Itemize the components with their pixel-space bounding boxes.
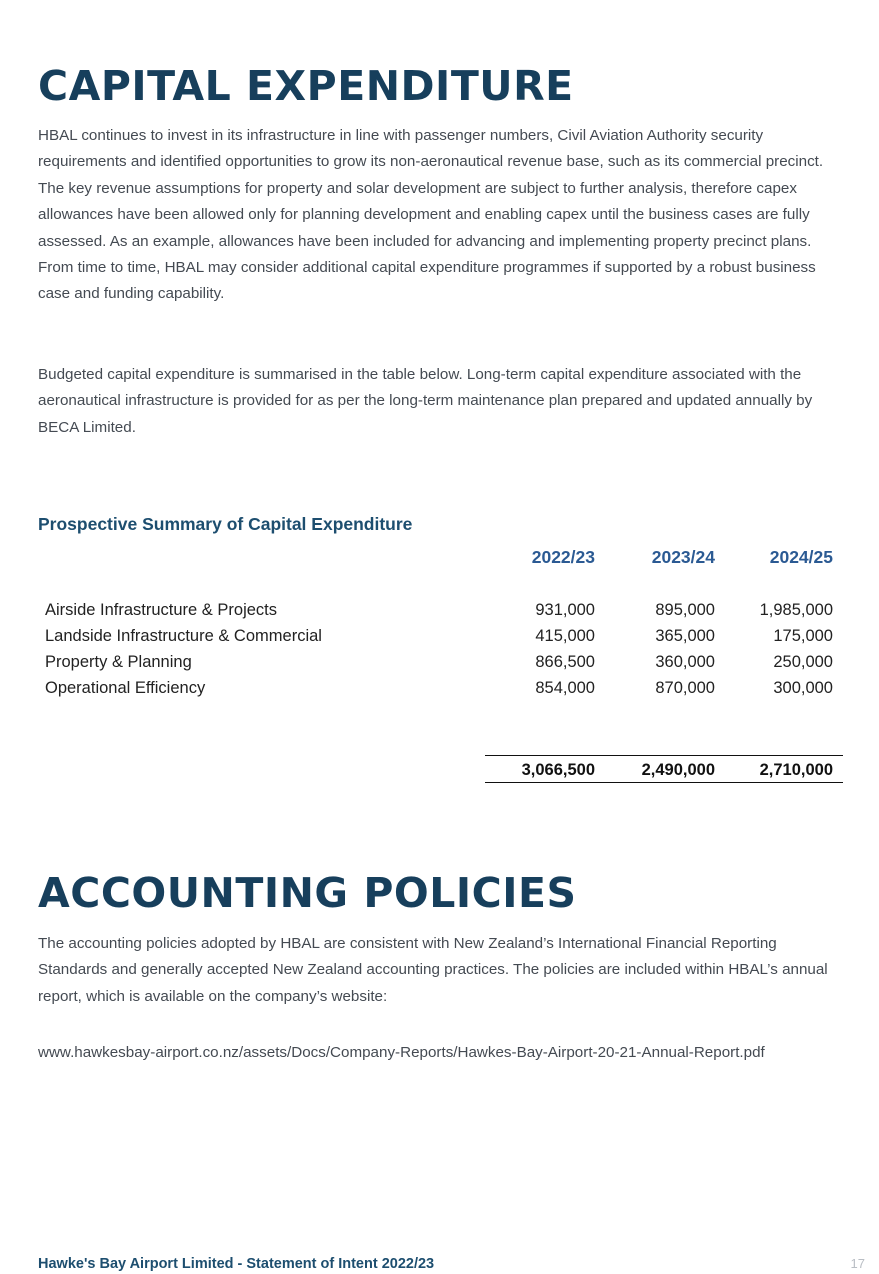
row-value: 300,000 (773, 679, 833, 697)
totals-bottom-rule (485, 782, 843, 783)
row-value: 365,000 (655, 627, 715, 645)
table-row (0, 601, 879, 627)
row-value: 866,500 (535, 653, 595, 671)
row-value: 175,000 (773, 627, 833, 645)
capex-paragraph-1: HBAL continues to invest in its infrastructure in line with passenger numbers, Civil Aviation Authority security requirements and identified opportunities to grow its non-aeronautical revenue base, such as its commercial precinct. The key revenue assumptions for property and solar development are subject to further analysis, therefore capex allowances have been allowed only for planning development and enabling capex until the business cases are fully assessed. As an example, allowances have been included for advancing and implementing property precinct plans. From time to time, HBAL may consider additional capital expenditure programmes if supported by a robust business case and funding capability. (38, 127, 824, 303)
table-row (0, 627, 879, 653)
capex-heading: CAPITAL EXPENDITURE (38, 62, 574, 110)
footer-title: Hawke's Bay Airport Limited - Statement of Intent 2022/23 (38, 1256, 435, 1272)
row-value: 895,000 (655, 601, 715, 619)
column-header-2023-24: 2023/24 (651, 547, 715, 567)
accounting-heading: ACCOUNTING POLICIES (38, 869, 577, 917)
row-label: Operational Efficiency (45, 679, 206, 697)
row-value: 931,000 (535, 601, 595, 619)
total-value: 2,710,000 (759, 761, 833, 779)
column-header-2022-23: 2022/23 (531, 547, 595, 567)
capex-paragraph-2: Budgeted capital expenditure is summarised in the table below. Long-term capital expenditure associated with the aeronautical infrastructure is provided for as per the long-term maintenance plan prepared and updated annually by BECA Limited. (38, 366, 813, 436)
page-number: 17 (850, 1256, 865, 1271)
accounting-paragraph: The accounting policies adopted by HBAL are consistent with New Zealand’s International Financial Reporting Standards and generally accepted New Zealand accounting practices. The policies are included within HBAL’s annual report, which is available on the company’s website: (38, 935, 828, 1005)
row-label: Airside Infrastructure & Projects (45, 601, 277, 619)
row-value: 250,000 (773, 653, 833, 671)
totals-top-rule (485, 755, 843, 756)
column-header-2024-25: 2024/25 (769, 547, 833, 567)
total-value: 3,066,500 (521, 761, 595, 779)
row-value: 360,000 (655, 653, 715, 671)
row-label: Property & Planning (45, 653, 192, 671)
row-value: 415,000 (535, 627, 595, 645)
row-value: 854,000 (535, 679, 595, 697)
annual-report-link[interactable]: www.hawkesbay-airport.co.nz/assets/Docs/Company-Reports/Hawkes-Bay-Airport-20-21-Annual-Report.pdf (38, 1044, 765, 1061)
capex-table-title: Prospective Summary of Capital Expenditure (38, 514, 413, 534)
row-value: 870,000 (655, 679, 715, 697)
table-row (0, 653, 879, 679)
table-row (0, 679, 879, 705)
total-value: 2,490,000 (641, 761, 715, 779)
row-label: Landside Infrastructure & Commercial (45, 627, 322, 645)
row-value: 1,985,000 (759, 601, 833, 619)
